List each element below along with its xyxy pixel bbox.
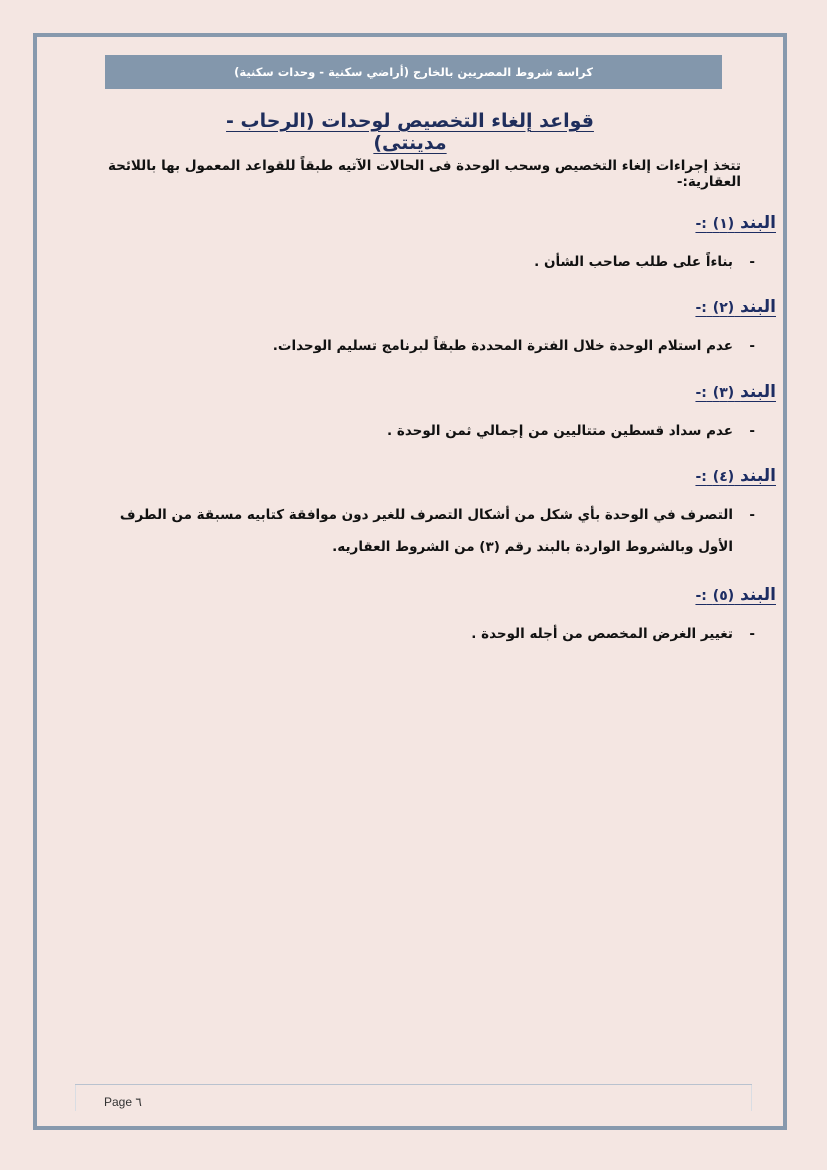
bullet-dash: - <box>749 507 755 523</box>
clause-number: (٥) <box>712 588 735 604</box>
clause-label: البند <box>740 585 776 605</box>
clause-text: عدم سداد قسطين متتاليين من إجمالي ثمن الوحدة . <box>387 423 733 439</box>
clause-body-3 <box>95 415 755 447</box>
clause-suffix: :- <box>695 385 707 401</box>
clause-text: بناءاً على طلب صاحب الشأن . <box>534 254 733 270</box>
clause-heading-3 <box>695 382 776 402</box>
clause-number: (٢) <box>712 300 735 316</box>
footer-divider <box>75 1084 752 1085</box>
bullet-dash: - <box>749 423 755 439</box>
clause-number: (١) <box>712 216 735 232</box>
clause-number: (٣) <box>712 385 735 401</box>
intro-paragraph: تتخذ إجراءات إلغاء التخصيص وسحب الوحدة فى الحالات الآتيه طبقاً للقواعد المعمول بها باللائحة العقارية:- <box>107 158 741 190</box>
clause-label: البند <box>740 213 776 233</box>
clause-suffix: :- <box>695 588 707 604</box>
clause-heading-5 <box>695 585 776 605</box>
footer-border-left <box>75 1085 76 1111</box>
clause-label: البند <box>740 297 776 317</box>
clause-suffix: :- <box>695 300 707 316</box>
clause-text: تغيير الغرض المخصص من أجله الوحدة . <box>471 626 733 642</box>
bullet-dash: - <box>749 338 755 354</box>
page-border <box>33 33 787 1130</box>
clause-heading-2 <box>695 297 776 317</box>
clause-text: عدم استلام الوحدة خلال الفترة المحددة طبقاً لبرنامج تسليم الوحدات. <box>272 338 733 354</box>
bullet-dash: - <box>749 626 755 642</box>
clause-body-1 <box>95 246 755 278</box>
clause-label: البند <box>740 382 776 402</box>
page-number: Page ٦ <box>104 1095 142 1109</box>
clause-number: (٤) <box>712 469 735 485</box>
clause-label: البند <box>740 466 776 486</box>
page-title: قواعد إلغاء التخصيص لوحدات (الرحاب - مدينتى) <box>226 110 594 154</box>
clause-text: التصرف في الوحدة بأي شكل من أشكال التصرف للغير دون موافقة كتابيه مسبقة من الطرف الأول وبالشروط الواردة بالبند رقم (٣) من الشروط العقاريه. <box>119 507 733 555</box>
clause-body-4 <box>95 499 755 563</box>
clause-heading-4 <box>695 466 776 486</box>
clause-suffix: :- <box>695 216 707 232</box>
clause-body-2 <box>95 330 755 362</box>
document-header-bar <box>105 55 722 89</box>
clause-suffix: :- <box>695 469 707 485</box>
clause-heading-1 <box>695 213 776 233</box>
clause-body-5 <box>95 618 755 650</box>
footer-border-right <box>751 1085 752 1111</box>
bullet-dash: - <box>749 254 755 270</box>
header-text: كراسة شروط المصريين بالخارج (أراضي سكنية - وحدات سكنية) <box>234 65 593 79</box>
